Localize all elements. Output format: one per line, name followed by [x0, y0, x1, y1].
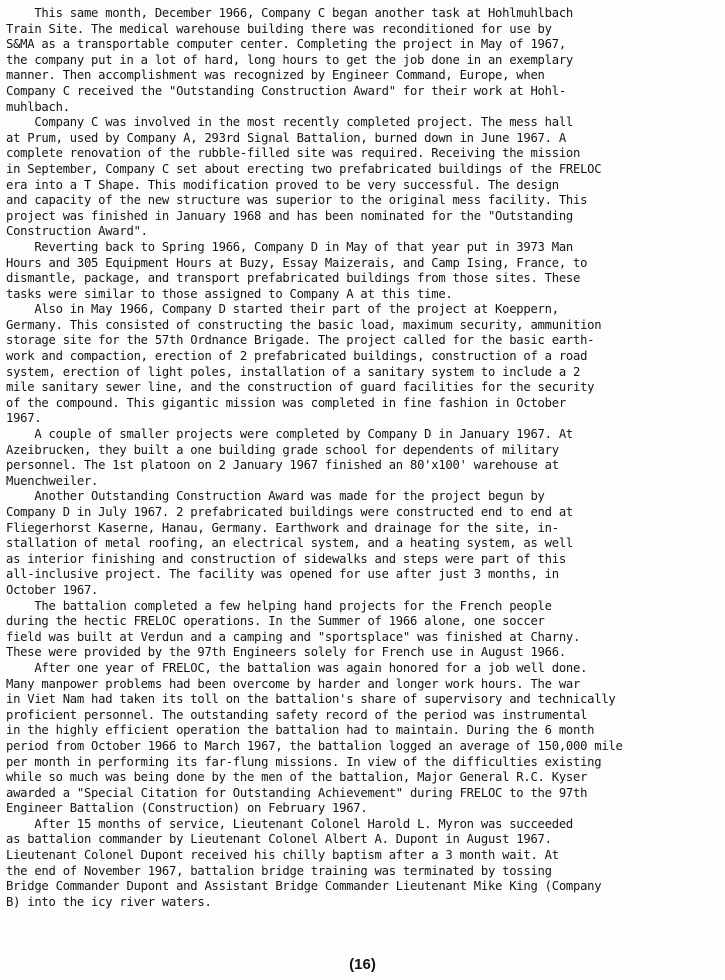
text-line: The battalion completed a few helping hand projects for the French people — [6, 598, 552, 613]
text-line: Germany. This consisted of constructing the basic load, maximum security, ammunition — [6, 317, 602, 332]
text-line: October 1967. — [6, 582, 99, 597]
text-line: After 15 months of service, Lieutenant Colonel Harold L. Myron was succeeded — [6, 816, 573, 831]
text-line: Company C was involved in the most recently completed project. The mess hall — [6, 115, 573, 130]
text-line: in Viet Nam had taken its toll on the battalion's share of supervisory and technically — [6, 692, 616, 707]
text-line: per month in performing its far-flung missions. In view of the difficulties existing — [6, 754, 602, 769]
text-line: as battalion commander by Lieutenant Colonel Albert A. Dupont in August 1967. — [6, 832, 552, 847]
text-line: as interior finishing and construction of sidewalks and steps were part of this — [6, 551, 566, 566]
text-line: manner. Then accomplishment was recognized by Engineer Command, Europe, when — [6, 68, 545, 83]
text-line: field was built at Verdun and a camping and "sportsplace" was finished at Charny. — [6, 629, 581, 644]
text-line: Muenchweiler. — [6, 473, 99, 488]
text-line: the end of November 1967, battalion bridge training was terminated by tossing — [6, 863, 552, 878]
text-line: while so much was being done by the men of the battalion, Major General R.C. Kyser — [6, 770, 588, 785]
text-line: tasks were similar to those assigned to Company A at this time. — [6, 286, 453, 301]
text-line: dismantle, package, and transport prefabricated buildings from those sites. These — [6, 271, 581, 286]
text-line: at Prum, used by Company A, 293rd Signal Battalion, burned down in June 1967. A — [6, 130, 566, 145]
text-line: Another Outstanding Construction Award was made for the project begun by — [6, 489, 545, 504]
text-line: awarded a "Special Citation for Outstanding Achievement" during FRELOC to the 97th — [6, 785, 588, 800]
text-line: Train Site. The medical warehouse building there was reconditioned for use by — [6, 21, 552, 36]
text-line: during the hectic FRELOC operations. In the Summer of 1966 alone, one soccer — [6, 614, 545, 629]
text-line: complete renovation of the rubble-filled site was required. Receiving the mission — [6, 146, 581, 161]
text-line: After one year of FRELOC, the battalion was again honored for a job well done. — [6, 660, 588, 675]
text-line: Construction Award". — [6, 224, 148, 239]
text-line: system, erection of light poles, installation of a sanitary system to include a 2 — [6, 364, 581, 379]
text-line: project was finished in January 1968 and has been nominated for the "Outstanding — [6, 208, 573, 223]
text-line: A couple of smaller projects were completed by Company D in January 1967. At — [6, 427, 573, 442]
text-line: work and compaction, erection of 2 prefabricated buildings, construction of a road — [6, 349, 588, 364]
text-line: These were provided by the 97th Engineers solely for French use in August 1966. — [6, 645, 566, 660]
text-line: Fliegerhorst Kaserne, Hanau, Germany. Earthwork and drainage for the site, in- — [6, 520, 559, 535]
text-line: Also in May 1966, Company D started their part of the project at Koeppern, — [6, 302, 559, 317]
text-line: Azeibrucken, they built a one building grade school for dependents of military — [6, 442, 559, 457]
text-line: storage site for the 57th Ordnance Brigade. The project called for the basic earth- — [6, 333, 595, 348]
text-line: period from October 1966 to March 1967, the battalion logged an average of 150,000 mile — [6, 738, 623, 753]
text-line: S&MA as a transportable computer center. Completing the project in May of 1967, — [6, 37, 566, 52]
text-line: muhlbach. — [6, 99, 70, 114]
text-line: Hours and 305 Equipment Hours at Buzy, Essay Maizerais, and Camp Ising, France, to — [6, 255, 588, 270]
text-line: Reverting back to Spring 1966, Company D in May of that year put in 3973 Man — [6, 239, 573, 254]
text-line: of the compound. This gigantic mission was completed in fine fashion in October — [6, 395, 566, 410]
text-line: stallation of metal roofing, an electrical system, and a heating system, as well — [6, 536, 573, 551]
text-line: and capacity of the new structure was superior to the original mess facility. This — [6, 193, 588, 208]
text-line: in the highly efficient operation the battalion had to maintain. During the 6 month — [6, 723, 595, 738]
text-line: Lieutenant Colonel Dupont received his chilly baptism after a 3 month wait. At — [6, 848, 559, 863]
text-line: 1967. — [6, 411, 42, 426]
text-line: B) into the icy river waters. — [6, 894, 212, 909]
text-line: This same month, December 1966, Company C began another task at Hohlmuhlbach — [6, 6, 573, 20]
body-text — [6, 6, 718, 910]
text-line: Many manpower problems had been overcome by harder and longer work hours. The war — [6, 676, 581, 691]
text-line: mile sanitary sewer line, and the construction of guard facilities for the security — [6, 380, 595, 395]
text-line: proficient personnel. The outstanding safety record of the period was instrumental — [6, 707, 588, 722]
text-line: Bridge Commander Dupont and Assistant Bridge Commander Lieutenant Mike King (Company — [6, 879, 602, 894]
text-line: Company C received the "Outstanding Construction Award" for their work at Hohl- — [6, 83, 566, 98]
text-line: Engineer Battalion (Construction) on February 1967. — [6, 801, 368, 816]
text-line: Company D in July 1967. 2 prefabricated buildings were constructed end to end at — [6, 505, 573, 519]
text-line: the company put in a lot of hard, long hours to get the job done in an exemplary — [6, 52, 573, 67]
text-line: in September, Company C set about erecting two prefabricated buildings of the FRELOC — [6, 161, 602, 176]
text-line: era into a T Shape. This modification proved to be very successful. The design — [6, 177, 559, 192]
text-line: personnel. The 1st platoon on 2 January 1967 finished an 80'x100' warehouse at — [6, 458, 559, 473]
text-line: all-inclusive project. The facility was opened for use after just 3 months, in — [6, 567, 559, 582]
page-number: (16) — [349, 956, 376, 973]
